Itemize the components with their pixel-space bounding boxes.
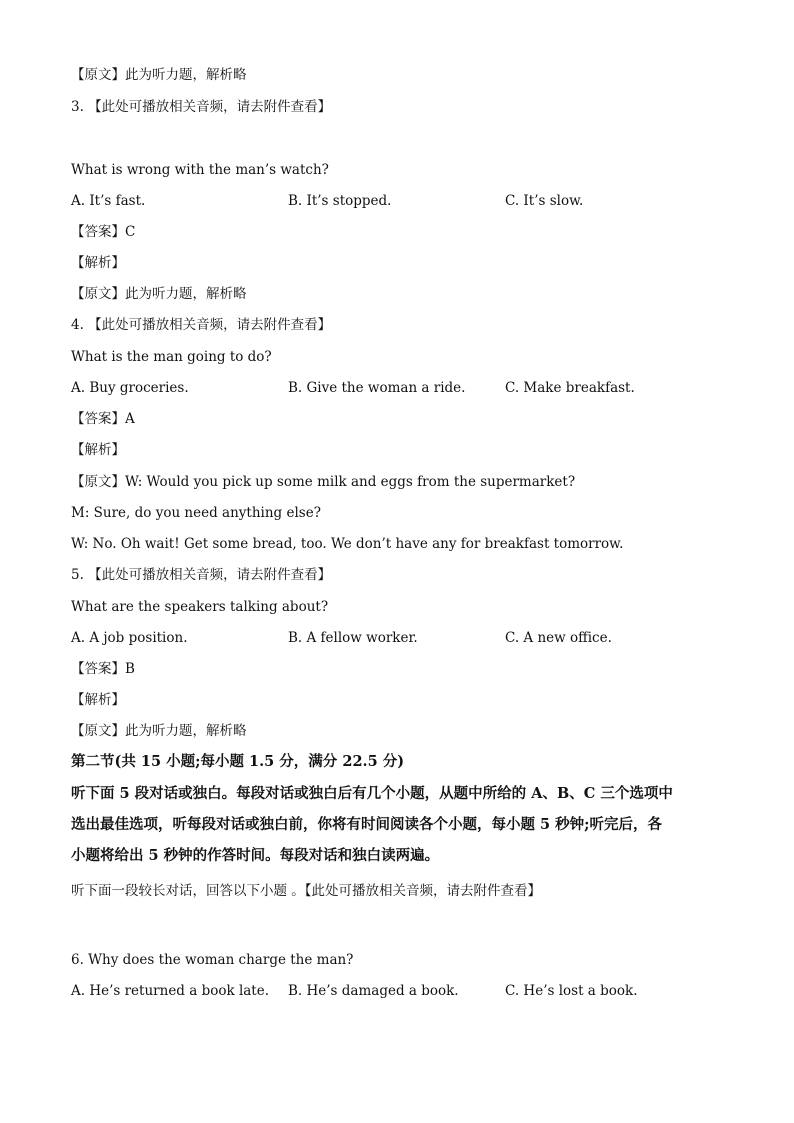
q4-option-c: C. Make breakfast. bbox=[505, 380, 635, 396]
q4-analysis: 【解析】 bbox=[71, 442, 125, 458]
q4-option-b: B. Give the woman a ride. bbox=[288, 380, 466, 396]
q3-option-b: B. It’s stopped. bbox=[288, 193, 392, 209]
instruction-line-3: 小题将给出 5 秒钟的作答时间。每段对话和独白读两遍。 bbox=[71, 847, 440, 864]
q3-answer: 【答案】C bbox=[71, 224, 136, 240]
question-4-header: 4. 【此处可播放相关音频，请去附件查看】 bbox=[71, 317, 332, 333]
q5-option-c: C. A new office. bbox=[505, 630, 612, 646]
q6-option-b: B. He’s damaged a book. bbox=[288, 983, 459, 999]
q4-original-line-1: 【原文】W: Would you pick up some milk and eggs from the supermarket? bbox=[71, 474, 576, 490]
q4-option-a: A. Buy groceries. bbox=[71, 380, 189, 396]
q3-analysis: 【解析】 bbox=[71, 255, 125, 271]
instruction-line-2: 选出最佳选项，听每段对话或独白前，你将有时间阅读各个小题，每小题 5 秒钟;听完后，各 bbox=[71, 816, 663, 833]
question-6-text: 6. Why does the woman charge the man? bbox=[71, 952, 354, 968]
question-4-text: What is the man going to do? bbox=[71, 349, 272, 365]
q4-original-line-3: W: No. Oh wait! Get some bread, too. We don’t have any for breakfast tomorrow. bbox=[71, 536, 624, 552]
q5-option-b: B. A fellow worker. bbox=[288, 630, 418, 646]
section-title: 第二节(共 15 小题;每小题 1.5 分，满分 22.5 分) bbox=[71, 753, 405, 770]
q3-original: 【原文】此为听力题，解析略 bbox=[71, 286, 247, 302]
question-5-header: 5. 【此处可播放相关音频，请去附件查看】 bbox=[71, 567, 332, 583]
q4-original-line-2: M: Sure, do you need anything else? bbox=[71, 505, 321, 521]
question-3-header: 3. 【此处可播放相关音频，请去附件查看】 bbox=[71, 99, 332, 115]
instruction-line-1: 听下面 5 段对话或独白。每段对话或独白后有几个小题，从题中所给的 A、B、C 三个选项中 bbox=[71, 785, 673, 802]
q5-original: 【原文】此为听力题，解析略 bbox=[71, 723, 247, 739]
q3-option-c: C. It’s slow. bbox=[505, 193, 584, 209]
q6-option-a: A. He’s returned a book late. bbox=[71, 983, 270, 999]
q3-option-a: A. It’s fast. bbox=[71, 193, 146, 209]
q6-option-c: C. He’s lost a book. bbox=[505, 983, 638, 999]
q5-option-a: A. A job position. bbox=[71, 630, 188, 646]
question-5-text: What are the speakers talking about? bbox=[71, 599, 329, 615]
q5-answer: 【答案】B bbox=[71, 661, 135, 677]
original-text-line: 【原文】此为听力题，解析略 bbox=[71, 67, 247, 83]
dialog-intro: 听下面一段较长对话，回答以下小题 。【此处可播放相关音频，请去附件查看】 bbox=[71, 883, 542, 899]
question-3-text: What is wrong with the man’s watch? bbox=[71, 162, 329, 178]
q4-answer: 【答案】A bbox=[71, 411, 135, 427]
q5-analysis: 【解析】 bbox=[71, 692, 125, 708]
